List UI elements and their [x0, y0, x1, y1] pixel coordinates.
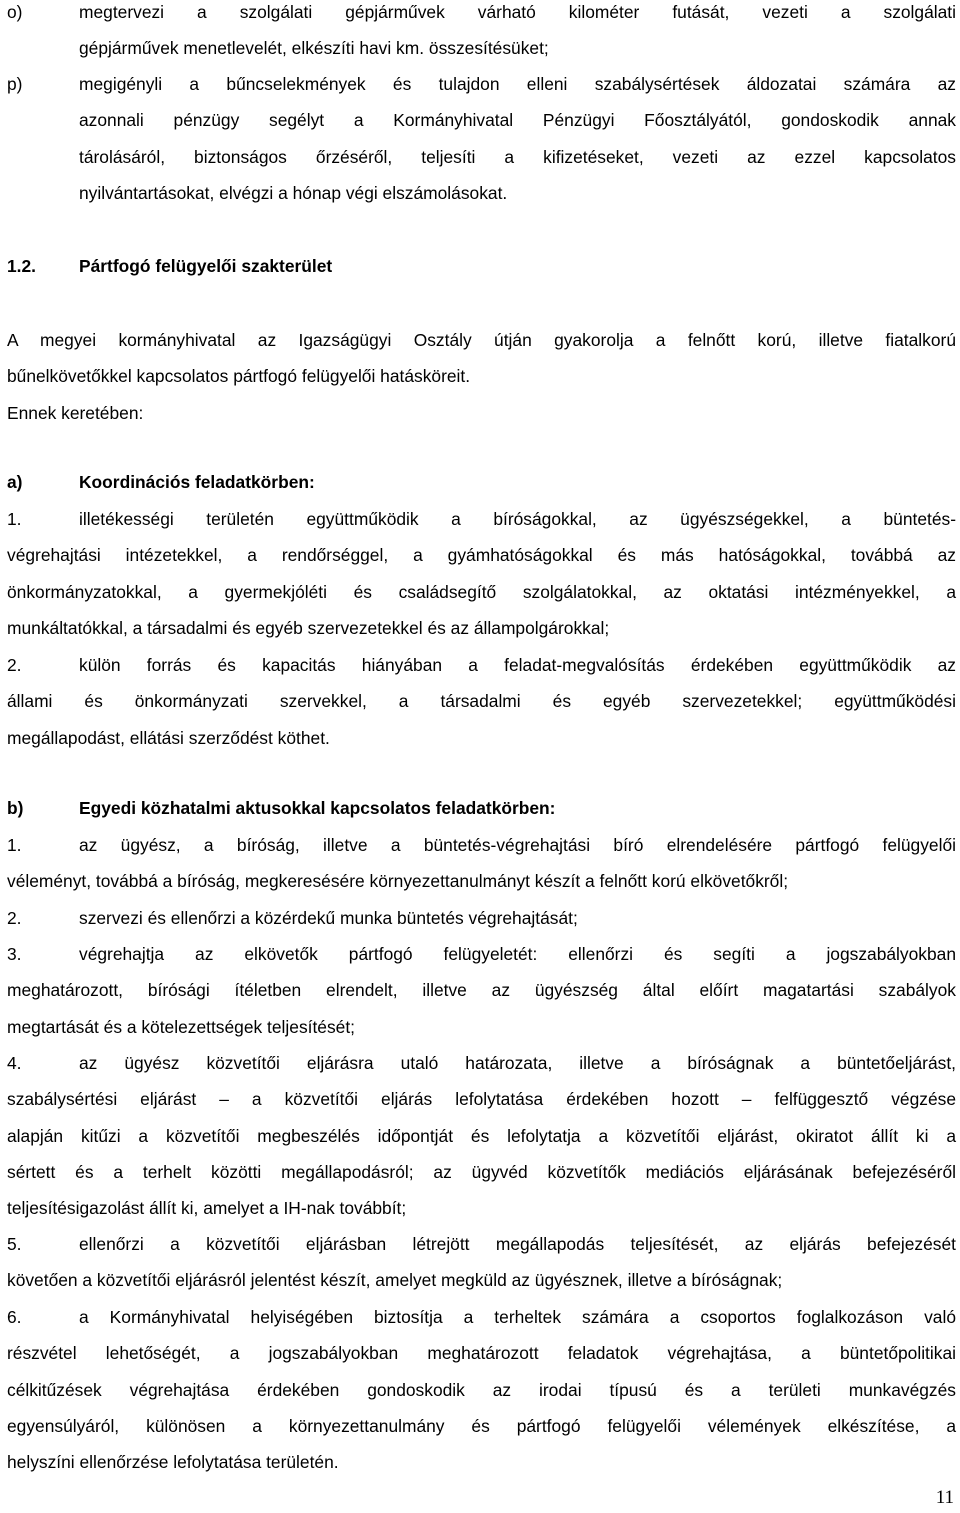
item-number: 5.: [7, 1234, 22, 1254]
text-line: tárolásáról, biztonságos őrzéséről, teljesíti a kifizetéseket, vezeti az ezzel kapcsolatos: [79, 146, 956, 167]
text-line: a Kormányhivatal helyiségében biztosítja a terheltek számára a csoportos foglalkozáson való: [79, 1307, 956, 1327]
item-number: 3.: [7, 944, 22, 964]
text-line: azonnali pénzügy segélyt a Kormányhivatal Pénzügyi Főosztályától, gondoskodik annak: [79, 110, 956, 131]
item-number: 1.: [7, 509, 22, 529]
list-item-o: [7, 0, 956, 67]
text-line: követően a közvetítői eljárásról jelentést készít, amelyet megküld az ügyésznek, illetve a bíróságnak;: [7, 1270, 783, 1291]
numbered-item: [7, 501, 956, 646]
text-line: véleményt, továbbá a bíróság, megkeresésére környezettanulmányt készít a felnőtt korú elkövetőkről;: [7, 871, 789, 892]
numbered-item: [7, 827, 956, 900]
section-title: Pártfogó felügyelői szakterület: [79, 256, 333, 276]
numbered-item: [7, 900, 956, 936]
text-line: szervezi és ellenőrzi a közérdekű munka büntetés végrehajtását;: [79, 908, 578, 928]
text-line: az ügyész, a bíróság, illetve a büntetés-végrehajtási bíró elrendelésére pártfogó felügyelői: [79, 835, 956, 855]
text-line: az ügyész közvetítői eljárásra utaló határozata, illetve a bíróságnak a büntetőeljárást,: [79, 1053, 956, 1073]
text-line: megtartását és a kötelezettségek teljesítését;: [7, 1016, 355, 1037]
text-line: egyensúlyáról, különösen a környezettanulmány és pártfogó felügyelői vélemények elkészítése, a: [7, 1415, 956, 1436]
numbered-item: [7, 1226, 956, 1299]
text-line: ellenőrzi a közvetítői eljárásban létrejött megállapodás teljesítését, az eljárás befejezését: [79, 1234, 956, 1254]
text-line: gépjárművek menetlevelét, elkészíti havi km. összesítésüket;: [79, 38, 549, 59]
text-line: illetékességi területén együttműködik a bíróságokkal, az ügyészségekkel, a büntetés-: [79, 509, 956, 529]
numbered-item: [7, 647, 956, 756]
section-heading: [7, 248, 956, 284]
list-label: p): [7, 74, 23, 94]
text-line: megállapodást, ellátási szerződést köthet.: [7, 727, 330, 748]
numbered-item: [7, 936, 956, 1045]
text-line: állami és önkormányzati szervekkel, a társadalmi és egyéb szervezetekkel; együttműködési: [7, 691, 956, 712]
text-line: külön forrás és kapacitás hiányában a feladat-megvalósítás érdekében együttműködik az: [79, 655, 956, 675]
text-line: nyilvántartásokat, elvégzi a hónap végi elszámolásokat.: [79, 182, 508, 203]
item-number: 2.: [7, 655, 22, 675]
intro-paragraph: [7, 322, 956, 431]
subsection-title: Koordinációs feladatkörben:: [79, 472, 315, 492]
text-line: alapján kitűzi a közvetítői megbeszélés időpontját és lefolytatja a közvetítői eljárást, okiratot állít ki a: [7, 1125, 956, 1146]
text-line: szabálysértési eljárást – a közvetítői eljárás lefolytatása érdekében hozott – felfüggesztő végzése: [7, 1089, 956, 1110]
text-line: végrehajtja az elkövetők pártfogó felügyeletét: ellenőrzi és segíti a jogszabályokban: [79, 944, 956, 964]
item-number: 6.: [7, 1307, 22, 1327]
text-line: sértett és a terhelt közötti megállapodásról; az ügyvéd közvetítők mediációs eljárásának befejezéséről: [7, 1161, 956, 1182]
subsection-heading-b: [7, 790, 956, 826]
item-number: 4.: [7, 1053, 22, 1073]
text-line: részvétel lehetőségét, a jogszabályokban meghatározott feladatok végrehajtása, a büntetőpolitikai: [7, 1343, 956, 1364]
item-number: 2.: [7, 908, 22, 928]
text-line: önkormányzatokkal, a gyermekjóléti és családsegítő szolgálatokkal, az oktatási intézményekkel, a: [7, 581, 956, 602]
subsection-heading-a: [7, 464, 956, 500]
text-line: A megyei kormányhivatal az Igazságügyi Osztály útján gyakorolja a felnőtt korú, illetve fiatalkorú: [7, 330, 956, 350]
text-line: célkitűzések végrehajtása érdekében gondoskodik az irodai típusú és a területi munkavégzés: [7, 1379, 956, 1400]
text-line: teljesítésigazolást állít ki, amelyet a IH-nak továbbít;: [7, 1198, 407, 1219]
text-line: megigényli a bűncselekmények és tulajdon elleni szabálysértések áldozatai számára az: [79, 74, 956, 94]
numbered-item: [7, 1299, 956, 1480]
list-item-p: [7, 66, 956, 211]
text-line: meghatározott, bírósági ítéletben elrendelt, illetve az ügyészség által előírt magatartási szabályok: [7, 980, 956, 1001]
section-number: 1.2.: [7, 256, 37, 276]
item-number: 1.: [7, 835, 22, 855]
page-number: 11: [935, 1487, 954, 1508]
list-label: o): [7, 2, 23, 22]
text-line: megtervezi a szolgálati gépjárművek várható kilométer futását, vezeti a szolgálati: [79, 2, 956, 22]
text-line: Ennek keretében:: [7, 402, 144, 423]
text-line: bűnelkövetőkkel kapcsolatos pártfogó felügyelői hatásköreit.: [7, 366, 471, 387]
text-line: helyszíni ellenőrzése lefolytatása területén.: [7, 1452, 339, 1473]
text-line: munkáltatókkal, a társadalmi és egyéb szervezetekkel és az állampolgárokkal;: [7, 617, 610, 638]
numbered-item: [7, 1045, 956, 1226]
text-line: végrehajtási intézetekkel, a rendőrséggel, a gyámhatóságokkal és más hatóságokkal, továbbá az: [7, 545, 956, 566]
subsection-label: b): [7, 798, 24, 818]
subsection-label: a): [7, 472, 23, 492]
subsection-title: Egyedi közhatalmi aktusokkal kapcsolatos feladatkörben:: [79, 798, 556, 818]
